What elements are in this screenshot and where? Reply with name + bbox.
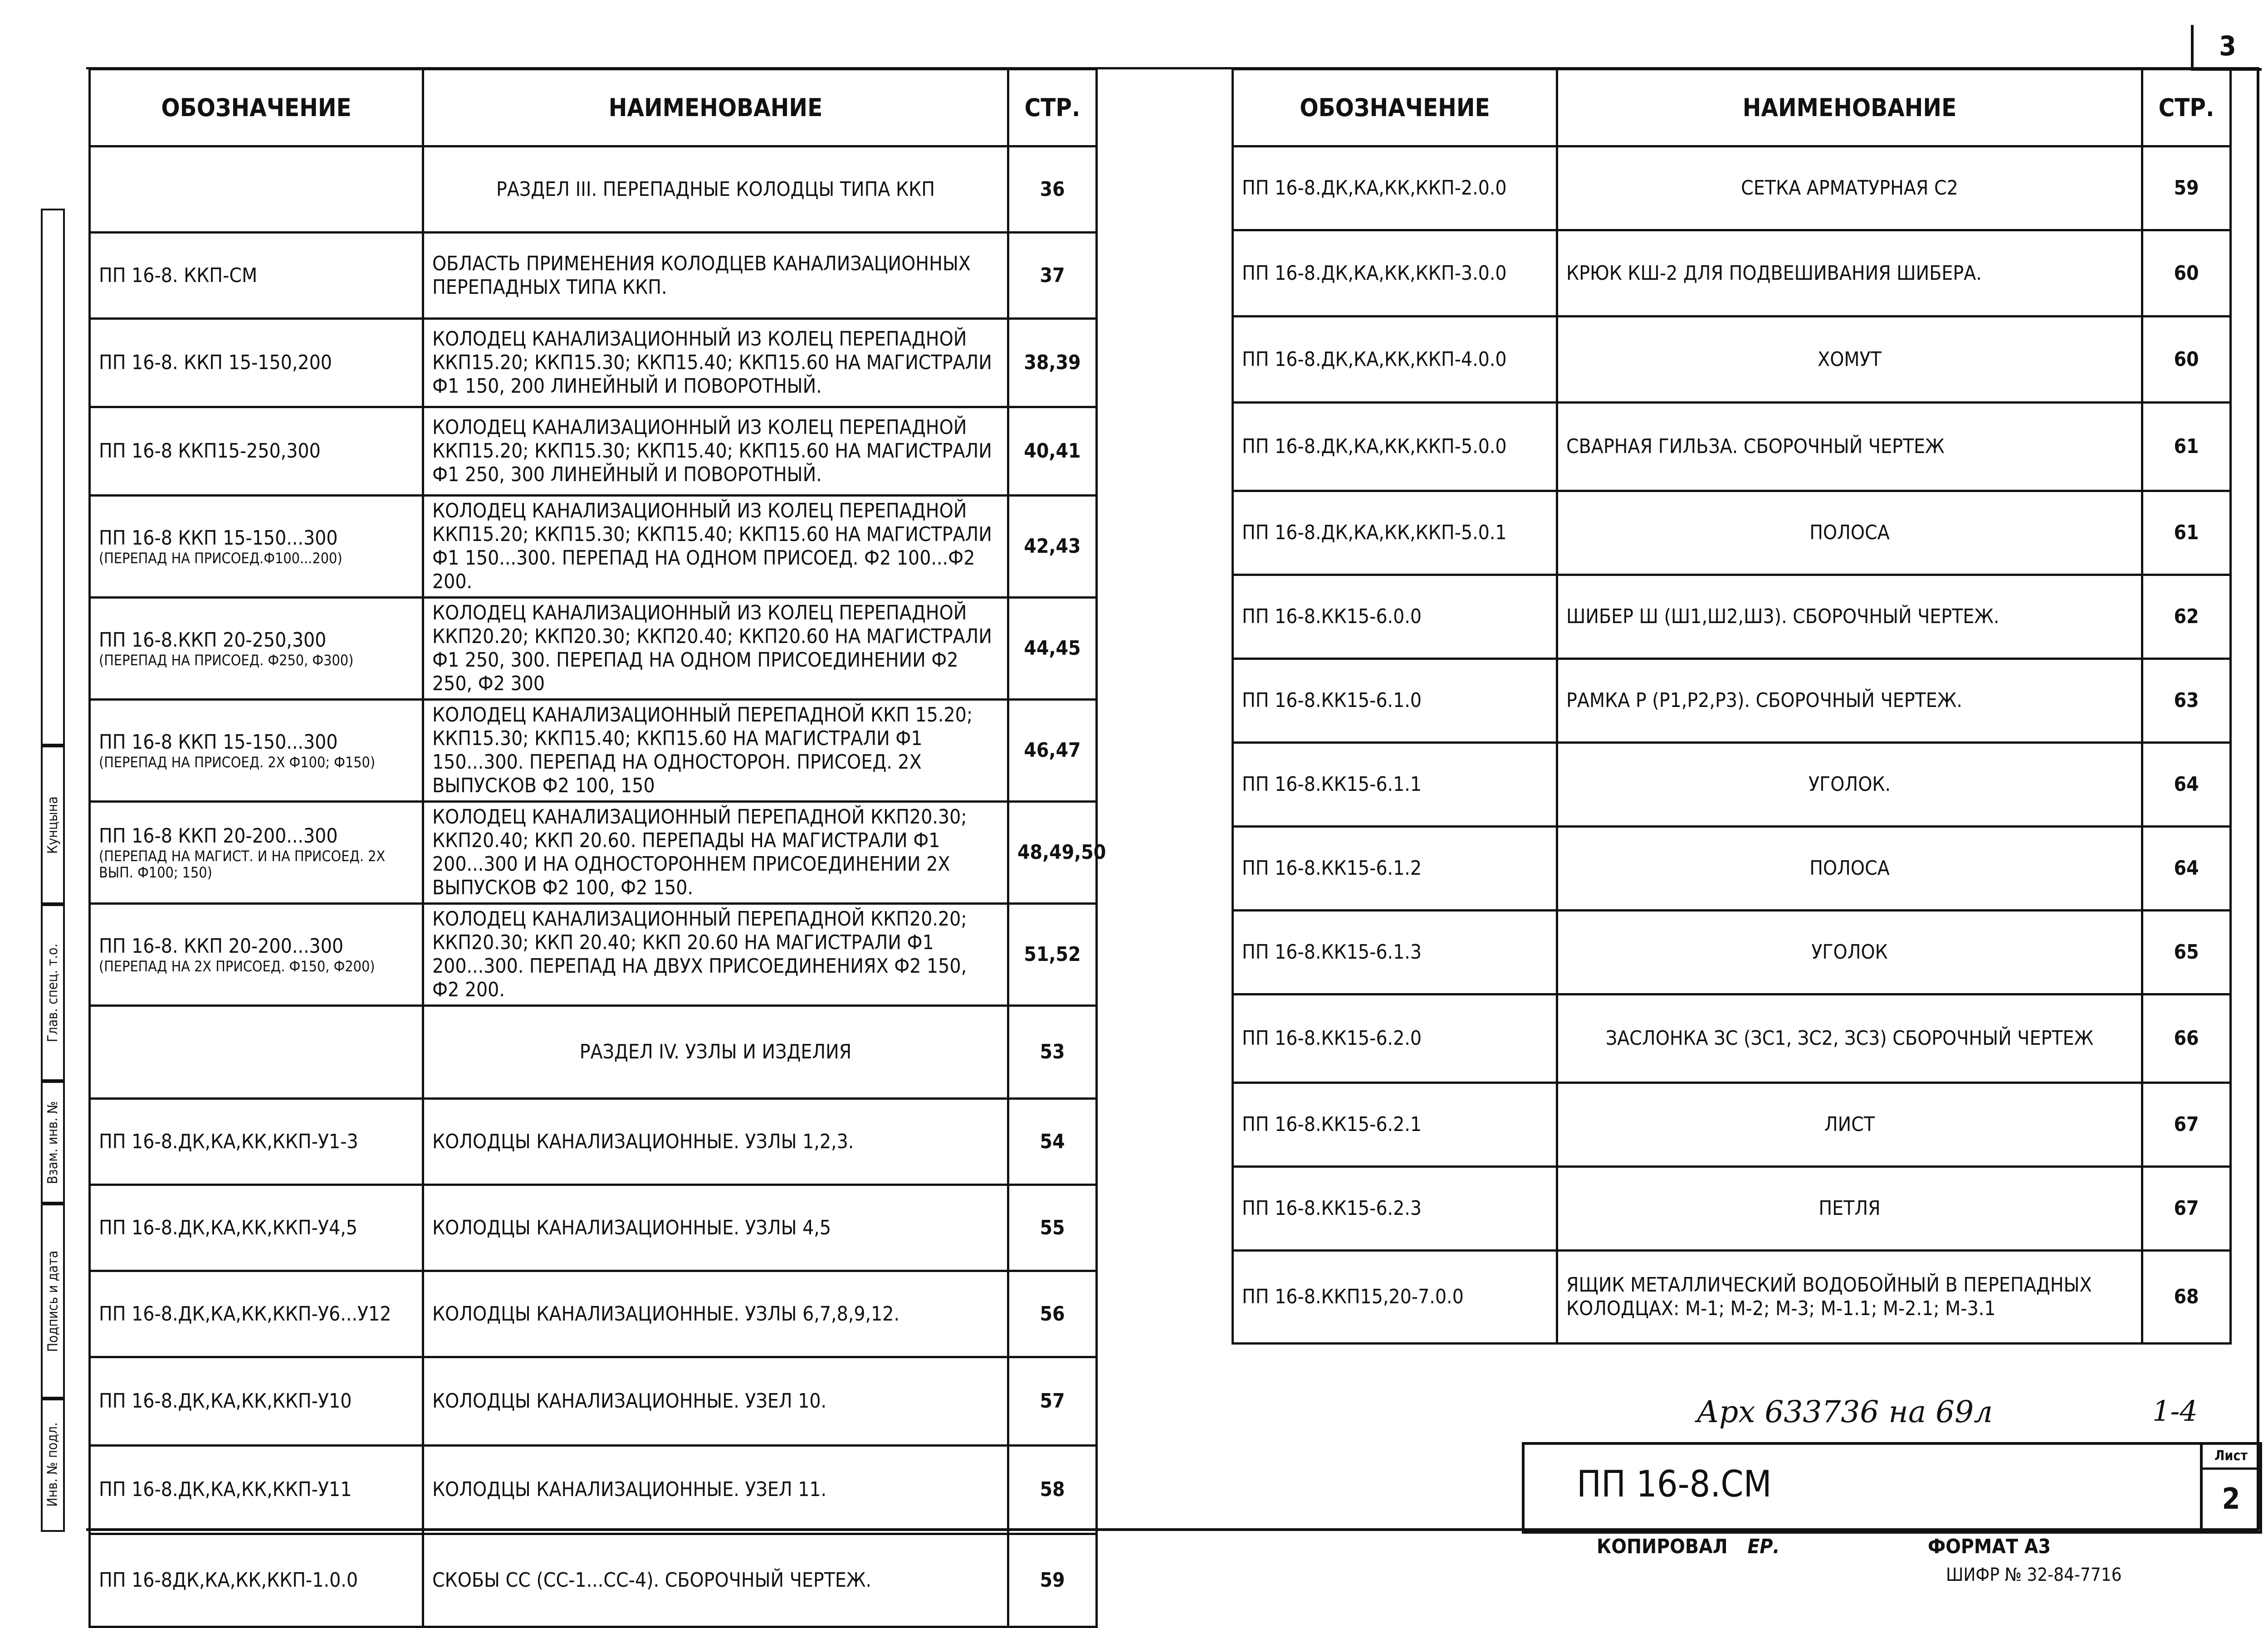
- row-code-note: (ПЕРЕПАД НА ПРИСОЕД. 2Х Ф100; Ф150): [99, 754, 376, 771]
- row-name: КОЛОДЕЦ КАНАЛИЗАЦИОННЫЙ ПЕРЕПАДНОЙ ККП20.30; ККП20.40; ККП 20.60. ПЕРЕПАДЫ НА МАГИСТРАЛИ Ф1 200...300 И НА ОДНОСТОРОННЕМ ПРИСОЕДИНЕНИИ 2Х ВЫПУСКОВ Ф2 100, Ф2 150.: [423, 802, 1008, 904]
- table-row: [90, 407, 1097, 496]
- row-name: ПЕТЛЯ: [1557, 1167, 2142, 1251]
- row-page: 51,52: [1008, 904, 1097, 1006]
- row-page: 58: [1008, 1446, 1097, 1534]
- row-code: [90, 1099, 423, 1185]
- table-row: [1233, 317, 2231, 403]
- row-name: КОЛОДЕЦ КАНАЛИЗАЦИОННЫЙ ПЕРЕПАДНОЙ ККП20.20; ККП20.30; ККП 20.40; ККП 20.60 НА МАГИСТРАЛИ Ф1 200...300. ПЕРЕПАД НА ДВУХ ПРИСОЕДИНЕНИЯХ Ф2 150, Ф2 200.: [423, 904, 1008, 1006]
- row-code-text: ПП 16-8.ДК,КА,КК,ККП-У10: [99, 1389, 352, 1413]
- table-row: [90, 146, 1097, 233]
- row-code-note: (ПЕРЕПАД НА ПРИСОЕД. Ф250, Ф300): [99, 652, 354, 669]
- row-page: 59: [2142, 146, 2231, 230]
- row-name: КОЛОДЕЦ КАНАЛИЗАЦИОННЫЙ ИЗ КОЛЕЦ ПЕРЕПАДНОЙ ККП15.20; ККП15.30; ККП15.40; ККП15.60 НА МАГИСТРАЛИ Ф1 150...300. ПЕРЕПАД НА ОДНОМ ПРИСОЕД. Ф2 100...Ф2 200.: [423, 496, 1008, 598]
- row-code-note: (ПЕРЕПАД НА ПРИСОЕД.Ф100...200): [99, 550, 342, 567]
- row-code-text: ПП 16-8ДК,КА,КК,ККП-1.0.0: [99, 1569, 358, 1592]
- row-page: 64: [2142, 743, 2231, 827]
- row-name: КОЛОДЕЦ КАНАЛИЗАЦИОННЫЙ ИЗ КОЛЕЦ ПЕРЕПАДНОЙ ККП15.20; ККП15.30; ККП15.40; ККП15.60 НА МАГИСТРАЛИ Ф1 250, 300 ЛИНЕЙНЫЙ И ПОВОРОТНЫЙ.: [423, 407, 1008, 496]
- table-row: [90, 904, 1097, 1006]
- row-page: 46,47: [1008, 700, 1097, 802]
- row-code-text: ПП 16-8 ККП 15-150...300: [99, 731, 338, 754]
- table-row: [1233, 1167, 2231, 1251]
- right-table-header: [1233, 69, 2231, 146]
- row-code-text: ПП 16-8.ДК,КА,КК,ККП-У4,5: [99, 1216, 357, 1239]
- row-code: [1233, 230, 1557, 317]
- table-row: [90, 700, 1097, 802]
- frame-right-line: [2257, 67, 2259, 1530]
- row-name: СЕТКА АРМАТУРНАЯ С2: [1557, 146, 2142, 230]
- table-row: [1233, 1083, 2231, 1167]
- row-code: [1233, 146, 1557, 230]
- row-code-text: ПП 16-8.КК15-6.2.0: [1242, 1027, 1422, 1050]
- row-page: 36: [1008, 146, 1097, 233]
- table-row: [90, 1446, 1097, 1534]
- row-code: [90, 802, 423, 904]
- row-page: 64: [2142, 827, 2231, 911]
- row-name: КОЛОДЕЦ КАНАЛИЗАЦИОННЫЙ ИЗ КОЛЕЦ ПЕРЕПАДНОЙ ККП15.20; ККП15.30; ККП15.40; ККП15.60 НА МАГИСТРАЛИ Ф1 150, 200 ЛИНЕЙНЫЙ И ПОВОРОТНЫЙ.: [423, 319, 1008, 407]
- row-code-text: ПП 16-8.КК15-6.1.1: [1242, 773, 1422, 796]
- table-row: [1233, 230, 2231, 317]
- row-page: 38,39: [1008, 319, 1097, 407]
- row-page: 63: [2142, 659, 2231, 743]
- row-code: [1233, 317, 1557, 403]
- row-page: 61: [2142, 491, 2231, 575]
- row-code-text: ПП 16-8 ККП 20-200...300: [99, 824, 338, 848]
- table-row: [1233, 743, 2231, 827]
- copied-label: КОПИРОВАЛ: [1597, 1535, 1728, 1558]
- table-row: [90, 802, 1097, 904]
- row-code-text: ПП 16-8.ДК,КА,КК,ККП-2.0.0: [1242, 176, 1507, 200]
- row-code: [90, 407, 423, 496]
- row-name: КОЛОДЦЫ КАНАЛИЗАЦИОННЫЕ. УЗЕЛ 11.: [423, 1446, 1008, 1534]
- row-name: ПОЛОСА: [1557, 491, 2142, 575]
- table-row: [90, 598, 1097, 700]
- row-page: 54: [1008, 1099, 1097, 1185]
- row-code: [1233, 659, 1557, 743]
- table-row: [1233, 403, 2231, 491]
- archive-note: Арх 633736 на 69л: [1696, 1394, 1993, 1429]
- row-code-note: (ПЕРЕПАД НА МАГИСТ. И НА ПРИСОЕД. 2Х ВЫП. Ф100; 150): [99, 848, 386, 881]
- sheet-number: 3: [2219, 30, 2236, 62]
- table-row: [90, 319, 1097, 407]
- row-code: [90, 1357, 423, 1446]
- header-page: СТР.: [2142, 69, 2231, 146]
- row-page: 56: [1008, 1271, 1097, 1357]
- table-row: [1233, 911, 2231, 994]
- strip-cell-sign: [41, 209, 65, 747]
- table-row: [90, 1357, 1097, 1446]
- row-code: [1233, 575, 1557, 659]
- row-code-text: ПП 16-8.ДК,КА,КК,ККП-5.0.1: [1242, 521, 1507, 544]
- row-code-text: ПП 16-8.ДК,КА,КК,ККП-У6...У12: [99, 1302, 391, 1326]
- table-row: [90, 1271, 1097, 1357]
- row-code-text: ПП 16-8.ДК,КА,КК,ККП-У11: [99, 1478, 352, 1501]
- row-code: [1233, 403, 1557, 491]
- row-code-text: ПП 16-8.ККП 20-250,300: [99, 629, 327, 652]
- sheet-number-box: [2191, 25, 2262, 71]
- handwritten-sheet-count: 1-4: [2152, 1394, 2198, 1428]
- table-row: [90, 496, 1097, 598]
- row-code-text: ПП 16-8.ДК,КА,КК,ККП-У1-3: [99, 1130, 358, 1153]
- row-page: 44,45: [1008, 598, 1097, 700]
- strip-cell-inv-podl: Инв. № подл.: [41, 1397, 65, 1532]
- row-page: 42,43: [1008, 496, 1097, 598]
- row-code-text: ПП 16-8. ККП 15-150,200: [99, 351, 332, 374]
- row-page: 59: [1008, 1534, 1097, 1627]
- row-code-note: (ПЕРЕПАД НА 2Х ПРИСОЕД. Ф150, Ф200): [99, 958, 375, 975]
- row-name: РАЗДЕЛ III. ПЕРЕПАДНЫЕ КОЛОДЦЫ ТИПА ККП: [423, 146, 1008, 233]
- header-name: НАИМЕНОВАНИЕ: [1557, 69, 2142, 146]
- row-page: 55: [1008, 1185, 1097, 1271]
- left-contents-table: [88, 68, 1106, 1628]
- row-name: ЯЩИК МЕТАЛЛИЧЕСКИЙ ВОДОБОЙНЫЙ В ПЕРЕПАДНЫХ КОЛОДЦАХ: М-1; М-2; М-3; М-1.1; М-2.1; М-3.1: [1557, 1251, 2142, 1344]
- row-page: 66: [2142, 994, 2231, 1083]
- strip-cell-signer: Кунцына: [41, 744, 65, 906]
- strip-cell-podpis: Подпись и дата: [41, 1202, 65, 1400]
- row-code: [90, 1185, 423, 1271]
- row-name: ПОЛОСА: [1557, 827, 2142, 911]
- row-name: КОЛОДЦЫ КАНАЛИЗАЦИОННЫЕ. УЗЛЫ 6,7,8,9,12.: [423, 1271, 1008, 1357]
- row-code: [90, 700, 423, 802]
- row-code: [1233, 743, 1557, 827]
- footer-format: ФОРМАТ А3: [1928, 1535, 2051, 1558]
- row-name: КОЛОДЦЫ КАНАЛИЗАЦИОННЫЕ. УЗЕЛ 10.: [423, 1357, 1008, 1446]
- title-stamp: [1522, 1442, 2262, 1534]
- row-name: ШИБЕР Ш (Ш1,Ш2,Ш3). СБОРОЧНЫЙ ЧЕРТЕЖ.: [1557, 575, 2142, 659]
- row-code: [90, 146, 423, 233]
- right-contents-table: [1232, 68, 2232, 1345]
- table-row: [90, 1185, 1097, 1271]
- row-code-text: ПП 16-8.КК15-6.2.1: [1242, 1113, 1422, 1136]
- row-page: 67: [2142, 1083, 2231, 1167]
- row-code: [90, 1446, 423, 1534]
- table-row: [90, 1006, 1097, 1099]
- row-code: [1233, 491, 1557, 575]
- row-code-text: ПП 16-8.КК15-6.1.0: [1242, 689, 1422, 712]
- row-page: 68: [2142, 1251, 2231, 1344]
- row-name: УГОЛОК: [1557, 911, 2142, 994]
- stamp-sheet-cell: [2200, 1445, 2259, 1531]
- row-code-text: ПП 16-8.ДК,КА,КК,ККП-4.0.0: [1242, 347, 1507, 371]
- stamp-doc-code: ПП 16-8.СМ: [1577, 1463, 1772, 1505]
- left-table-header: [90, 69, 1097, 146]
- row-name: РАЗДЕЛ IV. УЗЛЫ И ИЗДЕЛИЯ: [423, 1006, 1008, 1099]
- table-row: [90, 233, 1097, 319]
- row-name: КОЛОДЕЦ КАНАЛИЗАЦИОННЫЙ ИЗ КОЛЕЦ ПЕРЕПАДНОЙ ККП20.20; ККП20.30; ККП20.40; ККП20.60 НА МАГИСТРАЛИ Ф1 250, 300. ПЕРЕПАД НА ОДНОМ ПРИСОЕДИНЕНИИ Ф2 250, Ф2 300: [423, 598, 1008, 700]
- footer-cipher: ШИФР № 32-84-7716: [1946, 1565, 2122, 1585]
- header-code: ОБОЗНАЧЕНИЕ: [90, 69, 423, 146]
- header-page: СТР.: [1008, 69, 1097, 146]
- row-code: [1233, 911, 1557, 994]
- row-code-text: ПП 16-8 ККП 15-150...300: [99, 526, 338, 550]
- row-code-text: ПП 16-8 ККП15-250,300: [99, 439, 321, 463]
- row-page: 60: [2142, 317, 2231, 403]
- table-row: [1233, 146, 2231, 230]
- table-row: [90, 1534, 1097, 1627]
- row-page: 60: [2142, 230, 2231, 317]
- row-page: 48,49,50: [1008, 802, 1097, 904]
- row-name: УГОЛОК.: [1557, 743, 2142, 827]
- table-row: [1233, 659, 2231, 743]
- row-code-text: ПП 16-8.ДК,КА,КК,ККП-3.0.0: [1242, 261, 1507, 285]
- row-code: [1233, 1167, 1557, 1251]
- table-row: [1233, 827, 2231, 911]
- row-page: 61: [2142, 403, 2231, 491]
- row-page: 40,41: [1008, 407, 1097, 496]
- row-page: 57: [1008, 1357, 1097, 1446]
- footer-copied: [1597, 1535, 1779, 1558]
- header-code: ОБОЗНАЧЕНИЕ: [1233, 69, 1557, 146]
- table-row: [90, 1099, 1097, 1185]
- row-code: [90, 496, 423, 598]
- row-name: КОЛОДЦЫ КАНАЛИЗАЦИОННЫЕ. УЗЛЫ 1,2,3.: [423, 1099, 1008, 1185]
- table-row: [1233, 491, 2231, 575]
- row-code-text: ПП 16-8.КК15-6.2.3: [1242, 1197, 1422, 1220]
- table-row: [1233, 575, 2231, 659]
- row-name: КОЛОДЦЫ КАНАЛИЗАЦИОННЫЕ. УЗЛЫ 4,5: [423, 1185, 1008, 1271]
- row-code-text: ПП 16-8.ДК,КА,КК,ККП-5.0.0: [1242, 435, 1507, 458]
- row-code: [90, 1534, 423, 1627]
- row-name: СКОБЫ СС (СС-1...СС-4). СБОРОЧНЫЙ ЧЕРТЕЖ.: [423, 1534, 1008, 1627]
- header-name: НАИМЕНОВАНИЕ: [423, 69, 1008, 146]
- row-code: [90, 233, 423, 319]
- row-name: ОБЛАСТЬ ПРИМЕНЕНИЯ КОЛОДЦЕВ КАНАЛИЗАЦИОННЫХ ПЕРЕПАДНЫХ ТИПА ККП.: [423, 233, 1008, 319]
- row-code-text: ПП 16-8. ККП-СМ: [99, 263, 258, 287]
- row-name: СВАРНАЯ ГИЛЬЗА. СБОРОЧНЫЙ ЧЕРТЕЖ: [1557, 403, 2142, 491]
- row-code: [1233, 827, 1557, 911]
- copied-sign: ЕР.: [1747, 1535, 1780, 1558]
- row-code: [90, 1271, 423, 1357]
- row-name: КРЮК КШ-2 ДЛЯ ПОДВЕШИВАНИЯ ШИБЕРА.: [1557, 230, 2142, 317]
- row-code-text: ПП 16-8. ККП 20-200...300: [99, 935, 344, 958]
- row-name: ЛИСТ: [1557, 1083, 2142, 1167]
- row-page: 67: [2142, 1167, 2231, 1251]
- row-page: 65: [2142, 911, 2231, 994]
- row-code-text: ПП 16-8.КК15-6.1.2: [1242, 857, 1422, 880]
- stamp-sheet-label: Лист: [2203, 1445, 2259, 1470]
- strip-cell-glav-spec: Глав. спец. т.о.: [41, 902, 65, 1083]
- row-name: ЗАСЛОНКА ЗС (ЗС1, ЗС2, ЗС3) СБОРОЧНЫЙ ЧЕРТЕЖ: [1557, 994, 2142, 1083]
- row-code: [1233, 1251, 1557, 1344]
- row-code: [1233, 994, 1557, 1083]
- row-code: [90, 904, 423, 1006]
- row-code-text: ПП 16-8.КК15-6.0.0: [1242, 605, 1422, 628]
- stamp-sheet-value: 2: [2222, 1482, 2240, 1516]
- row-code-text: ПП 16-8.ККП15,20-7.0.0: [1242, 1285, 1464, 1308]
- row-code: [90, 598, 423, 700]
- table-row: [1233, 994, 2231, 1083]
- row-code: [90, 319, 423, 407]
- row-name: ХОМУТ: [1557, 317, 2142, 403]
- row-page: 53: [1008, 1006, 1097, 1099]
- row-name: КОЛОДЕЦ КАНАЛИЗАЦИОННЫЙ ПЕРЕПАДНОЙ ККП 15.20; ККП15.30; ККП15.40; ККП15.60 НА МАГИСТРАЛИ Ф1 150...300. ПЕРЕПАД НА ОДНОСТОРОН. ПРИСОЕД. 2Х ВЫПУСКОВ Ф2 100, 150: [423, 700, 1008, 802]
- row-code-text: ПП 16-8.КК15-6.1.3: [1242, 941, 1422, 964]
- row-name: РАМКА Р (Р1,Р2,Р3). СБОРОЧНЫЙ ЧЕРТЕЖ.: [1557, 659, 2142, 743]
- row-code: [1233, 1083, 1557, 1167]
- strip-cell-vzam: Взам. инв. №: [41, 1079, 65, 1205]
- row-page: 37: [1008, 233, 1097, 319]
- table-row: [1233, 1251, 2231, 1344]
- row-code: [90, 1006, 423, 1099]
- row-page: 62: [2142, 575, 2231, 659]
